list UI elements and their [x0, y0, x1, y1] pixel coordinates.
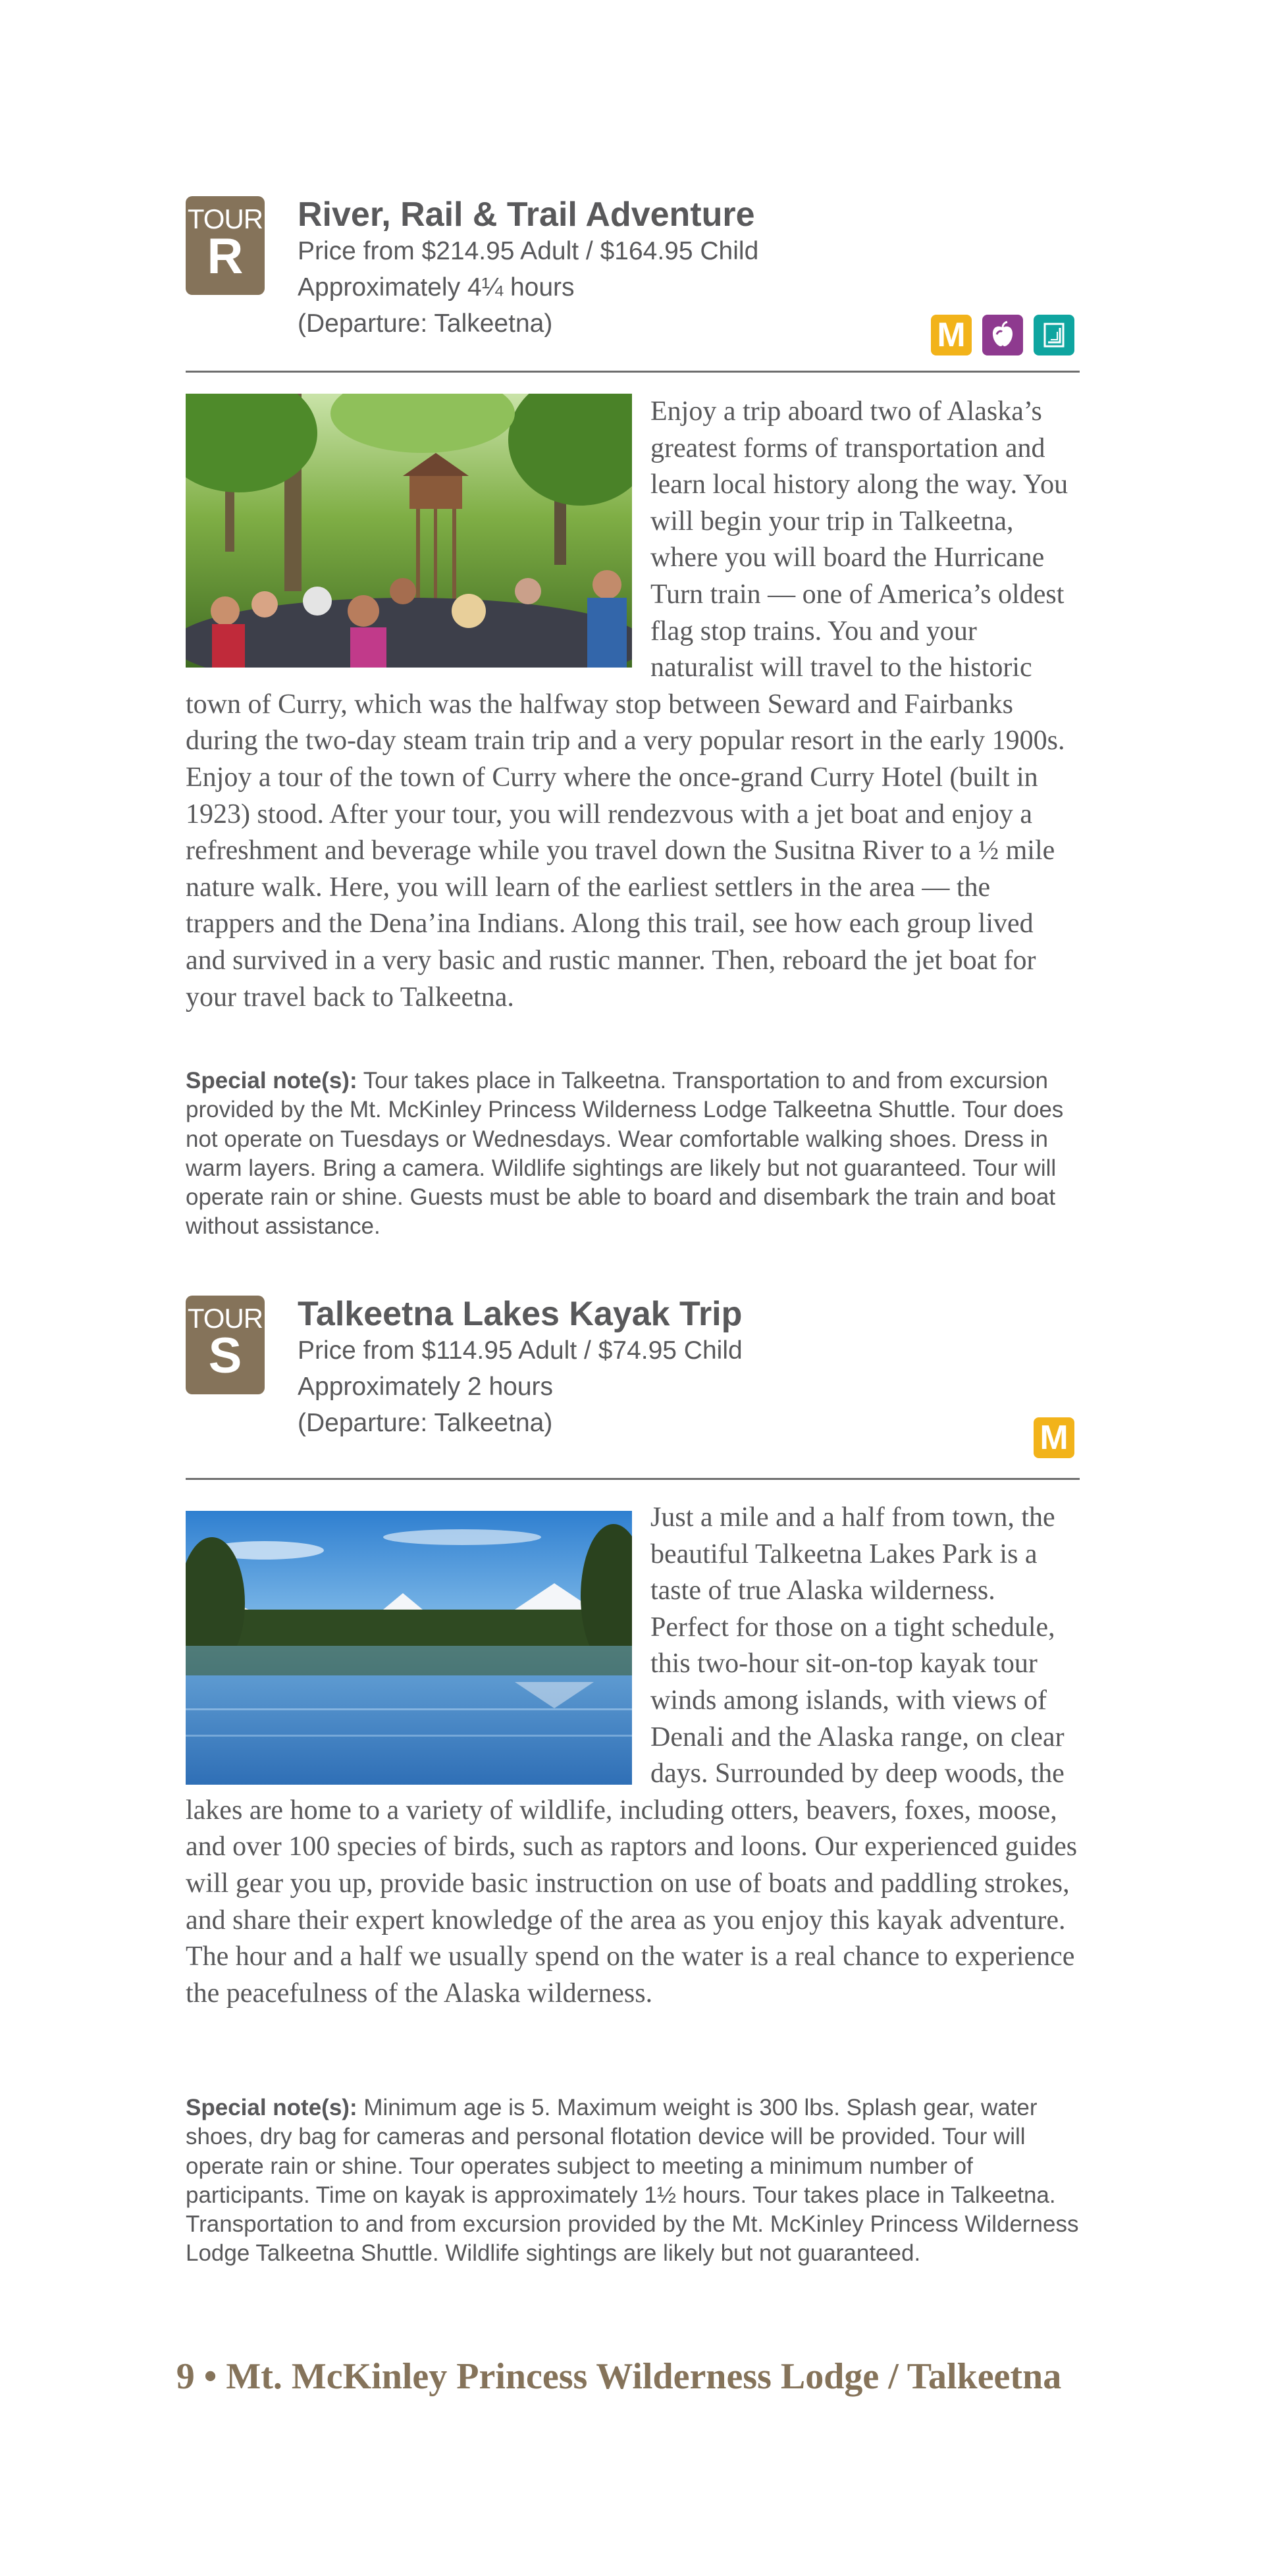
special-notes-text: Tour takes place in Talkeetna. Transportation to and from excursion provided by the Mt. McKinley Princess Wilderness Lodge Talkeetna Shuttle. Tour does not operate on Tuesdays or Wednesdays. Wear comfortable walking shoes. Dress in warm layers. Bring a camera. Wildlife sightings are likely but not guaranteed. Tour will operate rain or shine. Guests must be able to board and disembark the train and boat without assistance. [186, 1068, 1064, 1240]
tour-s [186, 1296, 1080, 2309]
m-icon: M [1034, 1417, 1074, 1458]
tour-icons [931, 315, 1074, 355]
tour-description [186, 1500, 1080, 2012]
m-icon: M [931, 315, 972, 355]
tour-r [186, 196, 1080, 1240]
tour-duration: Approximately 2 hours [298, 1373, 554, 1401]
tour-price: Price from $214.95 Adult / $164.95 Child [298, 237, 759, 265]
footer-bullet: • [203, 2356, 217, 2397]
tour-header [298, 196, 758, 342]
tour-description [186, 394, 1080, 1016]
tour-description-text: Just a mile and a half from town, the beautiful Talkeetna Lakes Park is a taste of true Alaska wilderness. Perfect for those on a tight schedule, this two-hour sit-on-top kayak tour winds among islands, with views of Denali and the Alaska range, on clear days. Surrounded by deep woods, the lakes are home to a variety of wildlife, including otters, beavers, foxes, moose, and over 100 species of birds, such as raptors and loons. Our experienced guides will gear you up, provide basic instruction on use of boats and paddling strokes, and share their expert knowledge of the area as you enjoy this kayak adventure. The hour and a half we usually spend on the water is a real chance to experience the peacefulness of the Alaska wilderness. [186, 1502, 1078, 2009]
book-icon [1034, 315, 1074, 355]
divider [186, 371, 1080, 373]
tour-badge [186, 196, 265, 295]
footer-text: Mt. McKinley Princess Wilderness Lodge / Talkeetna [226, 2356, 1062, 2397]
tour-duration: Approximately 4¼ hours [298, 273, 575, 302]
tour-badge-letter: S [208, 1328, 242, 1384]
special-notes-label: Special note(s): [186, 1068, 357, 1093]
special-notes-text: Minimum age is 5. Maximum weight is 300 lbs. Splash gear, water shoes, dry bag for cameras and personal flotation device will be provided. Tour will operate rain or shine. Tour operates subject to meeting a minimum number of participants. Time on kayak is approximately 1½ hours. Tour takes place in Talkeetna. Transportation to and from excursion provided by the Mt. McKinley Princess Wilderness Lodge Talkeetna Shuttle. Wildlife sightings are likely but not guaranteed. [186, 2095, 1079, 2267]
special-notes-label: Special note(s): [186, 2095, 357, 2120]
tour-header [298, 1296, 743, 1441]
divider [186, 1478, 1080, 1480]
special-notes [186, 2093, 1080, 2269]
page-footer [0, 2355, 1251, 2398]
tour-departure: (Departure: Talkeetna) [298, 309, 553, 338]
tour-icons [1034, 1417, 1074, 1458]
tour-price: Price from $114.95 Adult / $74.95 Child [298, 1336, 743, 1365]
page-number: 9 [176, 2356, 195, 2397]
image-wrap-spacer [186, 1500, 650, 1789]
tour-badge-word: TOUR [187, 203, 263, 234]
special-notes [186, 1066, 1080, 1242]
tour-title: Talkeetna Lakes Kayak Trip [298, 1295, 743, 1333]
apple-icon [982, 315, 1023, 355]
tour-badge-letter: R [207, 228, 244, 284]
tour-badge-word: TOUR [187, 1303, 263, 1334]
tour-departure: (Departure: Talkeetna) [298, 1409, 553, 1437]
tour-title: River, Rail & Trail Adventure [298, 196, 755, 234]
image-wrap-spacer [186, 394, 650, 668]
tour-badge [186, 1296, 265, 1394]
tour-description-text: Enjoy a trip aboard two of Alaska’s greatest forms of transportation and learn local history along the way. You will begin your trip in Talkeetna, where you will board the Hurricane Turn train — one of America’s oldest flag stop trains. You and your naturalist will travel to the historic town of Curry, which was the halfway stop between Seward and Fairbanks during the two-day steam train trip and a very popular resort in the early 1900s. Enjoy a tour of the town of Curry where the once-grand Curry Hotel (built in 1923) stood. After your tour, you will rendezvous with a jet boat and enjoy a refreshment and beverage while you travel down the Susitna River to a ½ mile nature walk. Here, you will learn of the earliest settlers in the area — the trappers and the Dena’ina Indians. Along this trail, see how each group lived and survived in a very basic and rustic manner. Then, reboard the jet boat for your travel back to Talkeetna. [186, 396, 1068, 1012]
